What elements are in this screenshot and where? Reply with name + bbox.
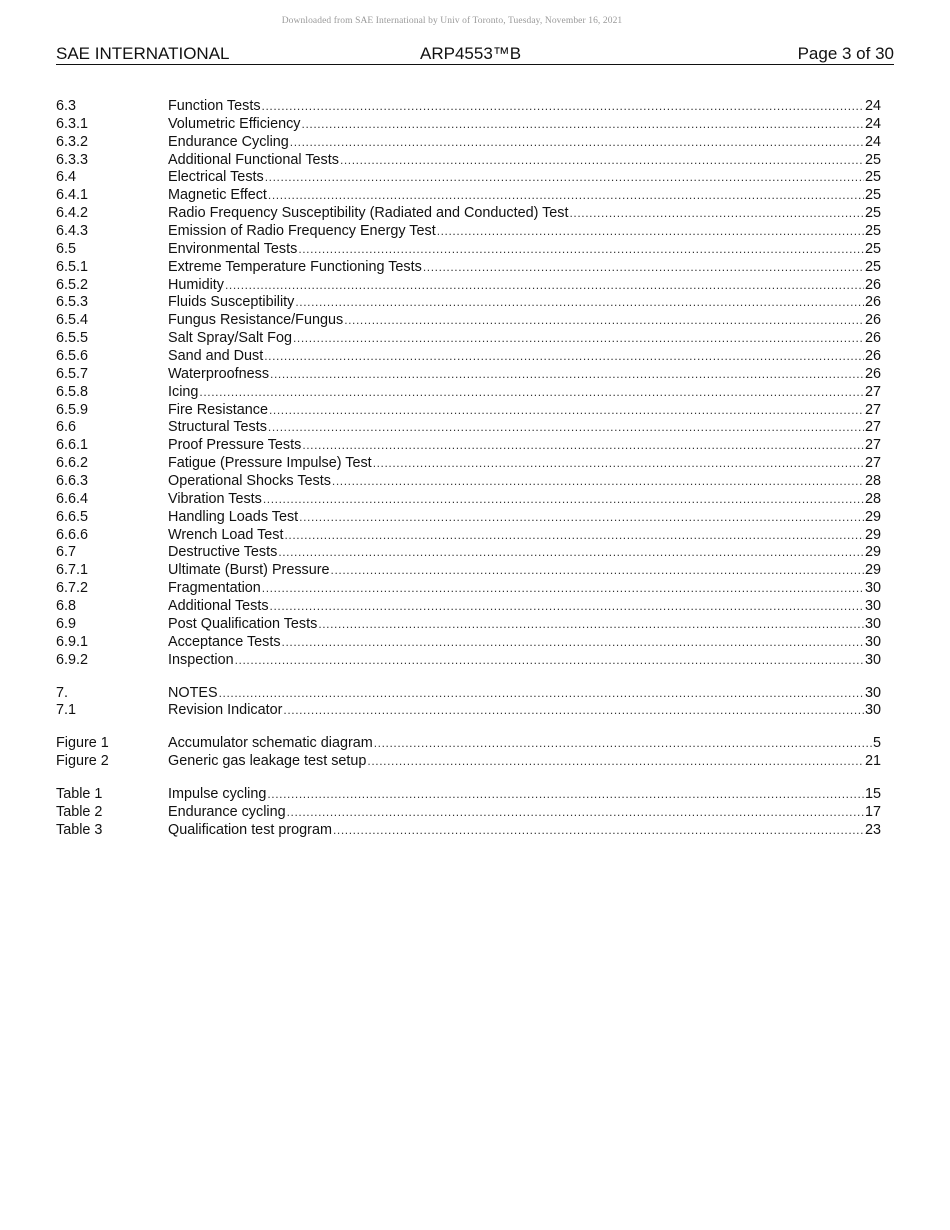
toc-entry[interactable] — [56, 419, 881, 437]
toc-group — [56, 685, 881, 721]
toc-entry-page: 30 — [864, 684, 881, 701]
toc-entry[interactable] — [56, 294, 881, 312]
toc-dot-leader — [367, 753, 864, 771]
toc-entry-title: NOTES — [168, 684, 218, 701]
toc-entry-page: 17 — [864, 803, 881, 820]
toc-entry-title: Wrench Load Test — [168, 526, 284, 543]
toc-entry[interactable] — [56, 652, 881, 670]
toc-dot-leader — [318, 616, 864, 634]
toc-entry-number: 6.5 — [56, 240, 77, 257]
toc-entry-page: 24 — [864, 133, 881, 150]
toc-entry-number: 6.3.2 — [56, 133, 89, 150]
toc-entry-page: 25 — [864, 205, 881, 222]
toc-entry-page: 29 — [864, 544, 881, 561]
toc-entry-number: 6.5.1 — [56, 258, 89, 275]
toc-entry[interactable] — [56, 527, 881, 545]
toc-entry[interactable] — [56, 491, 881, 509]
toc-dot-leader — [290, 134, 864, 152]
toc-entry-page: 27 — [864, 455, 881, 472]
toc-dot-leader — [302, 116, 864, 134]
toc-dot-leader — [199, 384, 864, 402]
toc-dot-leader — [340, 152, 864, 170]
toc-entry-page: 26 — [864, 330, 881, 347]
toc-dot-leader — [293, 330, 864, 348]
toc-dot-leader — [287, 804, 864, 822]
toc-entry-number: 6.5.7 — [56, 365, 89, 382]
download-watermark: Downloaded from SAE International by Univ of Toronto, Tuesday, November 16, 2021 — [281, 16, 623, 26]
toc-entry-number: 6.3.3 — [56, 151, 89, 168]
toc-entry-number: Figure 2 — [56, 753, 109, 770]
toc-entry-page: 25 — [864, 151, 881, 168]
toc-entry-title: Post Qualification Tests — [168, 615, 318, 632]
toc-dot-leader — [268, 187, 864, 205]
toc-entry-number: 6.7.1 — [56, 562, 89, 579]
toc-entry[interactable] — [56, 455, 881, 473]
toc-entry-page: 24 — [864, 115, 881, 132]
toc-dot-leader — [423, 259, 864, 277]
toc-entry[interactable] — [56, 330, 881, 348]
toc-entry-title: Electrical Tests — [168, 169, 264, 186]
toc-entry[interactable] — [56, 259, 881, 277]
toc-entry[interactable] — [56, 223, 881, 241]
toc-entry[interactable] — [56, 786, 881, 804]
toc-entry-number: 6.4.3 — [56, 223, 89, 240]
toc-entry-number: 6.6.3 — [56, 473, 89, 490]
toc-entry[interactable] — [56, 437, 881, 455]
toc-entry-title: Revision Indicator — [168, 702, 283, 719]
toc-entry-title: Handling Loads Test — [168, 508, 299, 525]
toc-entry-title: Inspection — [168, 651, 234, 668]
toc-dot-leader — [295, 294, 864, 312]
toc-entry[interactable] — [56, 169, 881, 187]
toc-entry-title: Accumulator schematic diagram — [168, 735, 373, 752]
toc-dot-leader — [225, 277, 864, 295]
toc-entry-page: 25 — [864, 169, 881, 186]
toc-entry-title: Acceptance Tests — [168, 633, 281, 650]
toc-entry-number: Table 1 — [56, 785, 103, 802]
toc-entry-title: Operational Shocks Tests — [168, 473, 331, 490]
toc-dot-leader — [219, 685, 864, 703]
toc-dot-leader — [282, 634, 864, 652]
toc-entry-number: 7. — [56, 684, 69, 701]
toc-entry-page: 30 — [864, 633, 881, 650]
toc-entry-page: 29 — [864, 526, 881, 543]
toc-entry-title: Qualification test program — [168, 821, 332, 838]
toc-entry-page: 15 — [864, 785, 881, 802]
toc-entry-page: 27 — [864, 419, 881, 436]
toc-entry-title: Sand and Dust — [168, 348, 264, 365]
page-header — [56, 44, 894, 65]
toc-entry-page: 24 — [864, 98, 881, 114]
toc-entry-number: 6.6.5 — [56, 508, 89, 525]
toc-entry-page: 30 — [864, 651, 881, 668]
toc-dot-leader — [437, 223, 864, 241]
toc-entry-title: Volumetric Efficiency — [168, 115, 301, 132]
toc-dot-leader — [283, 702, 864, 720]
toc-entry-number: 6.9.1 — [56, 633, 89, 650]
toc-entry-number: 6.3.1 — [56, 115, 89, 132]
toc-dot-leader — [344, 312, 864, 330]
toc-entry-title: Environmental Tests — [168, 240, 298, 257]
toc-entry-number: 6.4.2 — [56, 205, 89, 222]
toc-entry-number: 6.6.4 — [56, 490, 89, 507]
toc-entry-page: 30 — [864, 580, 881, 597]
toc-entry-number: 6.5.2 — [56, 276, 89, 293]
toc-entry[interactable] — [56, 384, 881, 402]
toc-dot-leader — [332, 473, 864, 491]
toc-entry-title: Additional Tests — [168, 598, 269, 615]
toc-dot-leader — [269, 402, 864, 420]
toc-entry-number: 6.5.9 — [56, 401, 89, 418]
toc-entry[interactable] — [56, 804, 881, 822]
toc-entry[interactable] — [56, 509, 881, 527]
toc-entry-number: 6.8 — [56, 598, 77, 615]
toc-dot-leader — [262, 580, 864, 598]
toc-entry-page: 30 — [864, 615, 881, 632]
toc-entry-title: Humidity — [168, 276, 224, 293]
toc-dot-leader — [299, 509, 864, 527]
toc-entry-number: 6.9.2 — [56, 651, 89, 668]
toc-dot-leader — [270, 366, 864, 384]
toc-entry-title: Fungus Resistance/Fungus — [168, 312, 344, 329]
toc-entry-page: 28 — [864, 473, 881, 490]
toc-entry[interactable] — [56, 580, 881, 598]
toc-entry[interactable] — [56, 702, 881, 720]
table-of-contents — [56, 98, 881, 855]
toc-entry-number: 6.5.8 — [56, 383, 89, 400]
toc-entry[interactable] — [56, 348, 881, 366]
toc-entry[interactable] — [56, 366, 881, 384]
toc-entry-number: 6.7.2 — [56, 580, 89, 597]
toc-entry-number: 6.6.6 — [56, 526, 89, 543]
toc-entry-title: Ultimate (Burst) Pressure — [168, 562, 330, 579]
toc-entry-number: Table 3 — [56, 821, 103, 838]
toc-entry-title: Destructive Tests — [168, 544, 278, 561]
toc-entry-number: 6.6.1 — [56, 437, 89, 454]
toc-dot-leader — [262, 98, 864, 116]
header-document-number: ARP4553™B — [420, 44, 522, 63]
toc-dot-leader — [263, 491, 864, 509]
toc-entry-page: 25 — [864, 223, 881, 240]
toc-dot-leader — [331, 562, 864, 580]
toc-entry-number: 7.1 — [56, 702, 77, 719]
toc-entry-page: 26 — [864, 348, 881, 365]
toc-entry-title: Fluids Susceptibility — [168, 294, 295, 311]
toc-entry-page: 23 — [864, 821, 881, 838]
toc-entry-title: Proof Pressure Tests — [168, 437, 302, 454]
toc-entry-title: Generic gas leakage test setup — [168, 753, 367, 770]
toc-entry-page: 21 — [864, 753, 881, 770]
toc-entry-title: Fatigue (Pressure Impulse) Test — [168, 455, 372, 472]
toc-entry[interactable] — [56, 735, 881, 753]
header-page-number: Page 3 of 30 — [797, 44, 894, 63]
toc-entry-page: 29 — [864, 508, 881, 525]
toc-entry[interactable] — [56, 187, 881, 205]
toc-dot-leader — [270, 598, 864, 616]
toc-entry-title: Icing — [168, 383, 199, 400]
toc-entry[interactable] — [56, 205, 881, 223]
toc-dot-leader — [570, 205, 864, 223]
toc-dot-leader — [302, 437, 864, 455]
toc-entry-title: Structural Tests — [168, 419, 267, 436]
toc-entry-title: Magnetic Effect — [168, 187, 267, 204]
toc-group — [56, 735, 881, 771]
toc-entry-page: 27 — [864, 383, 881, 400]
toc-entry-page: 27 — [864, 437, 881, 454]
toc-entry[interactable] — [56, 134, 881, 152]
toc-entry-number: 6.6.2 — [56, 455, 89, 472]
toc-entry-title: Endurance Cycling — [168, 133, 289, 150]
toc-entry[interactable] — [56, 98, 881, 116]
toc-entry-title: Function Tests — [168, 98, 261, 114]
toc-entry-page: 25 — [864, 258, 881, 275]
toc-entry-number: 6.5.3 — [56, 294, 89, 311]
toc-entry-page: 29 — [864, 562, 881, 579]
toc-entry-page: 26 — [864, 312, 881, 329]
header-organization: SAE INTERNATIONAL — [56, 44, 230, 63]
toc-entry-title: Salt Spray/Salt Fog — [168, 330, 292, 347]
toc-group — [56, 98, 881, 670]
toc-dot-leader — [373, 455, 864, 473]
toc-entry[interactable] — [56, 544, 881, 562]
toc-entry-title: Fire Resistance — [168, 401, 268, 418]
toc-entry-number: 6.3 — [56, 98, 77, 114]
toc-entry[interactable] — [56, 473, 881, 491]
toc-dot-leader — [278, 544, 864, 562]
toc-entry-number: Table 2 — [56, 803, 103, 820]
toc-entry-number: 6.5.6 — [56, 348, 89, 365]
toc-entry-number: Figure 1 — [56, 735, 109, 752]
toc-entry[interactable] — [56, 822, 881, 840]
toc-dot-leader — [374, 735, 872, 753]
toc-entry-title: Additional Functional Tests — [168, 151, 339, 168]
toc-entry-title: Extreme Temperature Functioning Tests — [168, 258, 422, 275]
toc-entry-title: Radio Frequency Susceptibility (Radiated and Conducted) Test — [168, 205, 569, 222]
toc-entry[interactable] — [56, 277, 881, 295]
toc-entry-title: Emission of Radio Frequency Energy Test — [168, 223, 436, 240]
toc-entry[interactable] — [56, 753, 881, 771]
toc-entry[interactable] — [56, 598, 881, 616]
toc-entry-title: Impulse cycling — [168, 785, 267, 802]
toc-entry-page: 30 — [864, 702, 881, 719]
toc-entry-number: 6.5.5 — [56, 330, 89, 347]
toc-entry-page: 26 — [864, 276, 881, 293]
toc-entry[interactable] — [56, 685, 881, 703]
toc-entry-number: 6.6 — [56, 419, 77, 436]
toc-entry-title: Waterproofness — [168, 365, 270, 382]
toc-entry-title: Vibration Tests — [168, 490, 262, 507]
toc-entry[interactable] — [56, 634, 881, 652]
toc-dot-leader — [265, 169, 864, 187]
toc-entry-page: 30 — [864, 598, 881, 615]
toc-dot-leader — [267, 786, 864, 804]
toc-entry[interactable] — [56, 152, 881, 170]
toc-entry[interactable] — [56, 312, 881, 330]
toc-dot-leader — [235, 652, 864, 670]
toc-entry[interactable] — [56, 402, 881, 420]
toc-entry-title: Endurance cycling — [168, 803, 286, 820]
toc-entry-number: 6.7 — [56, 544, 77, 561]
toc-entry-number: 6.5.4 — [56, 312, 89, 329]
toc-entry-page: 26 — [864, 294, 881, 311]
toc-dot-leader — [268, 419, 864, 437]
toc-dot-leader — [298, 241, 864, 259]
toc-dot-leader — [333, 822, 864, 840]
toc-entry-number: 6.9 — [56, 615, 77, 632]
toc-entry-page: 5 — [872, 735, 881, 752]
toc-entry[interactable] — [56, 241, 881, 259]
toc-dot-leader — [284, 527, 864, 545]
toc-dot-leader — [264, 348, 864, 366]
toc-entry-page: 28 — [864, 490, 881, 507]
toc-entry-number: 6.4.1 — [56, 187, 89, 204]
toc-entry-title: Fragmentation — [168, 580, 261, 597]
toc-entry-page: 25 — [864, 187, 881, 204]
toc-entry-number: 6.4 — [56, 169, 77, 186]
toc-group — [56, 786, 881, 840]
toc-entry[interactable] — [56, 562, 881, 580]
toc-entry-page: 25 — [864, 240, 881, 257]
toc-entry-page: 27 — [864, 401, 881, 418]
toc-entry[interactable] — [56, 116, 881, 134]
toc-entry-page: 26 — [864, 365, 881, 382]
toc-entry[interactable] — [56, 616, 881, 634]
